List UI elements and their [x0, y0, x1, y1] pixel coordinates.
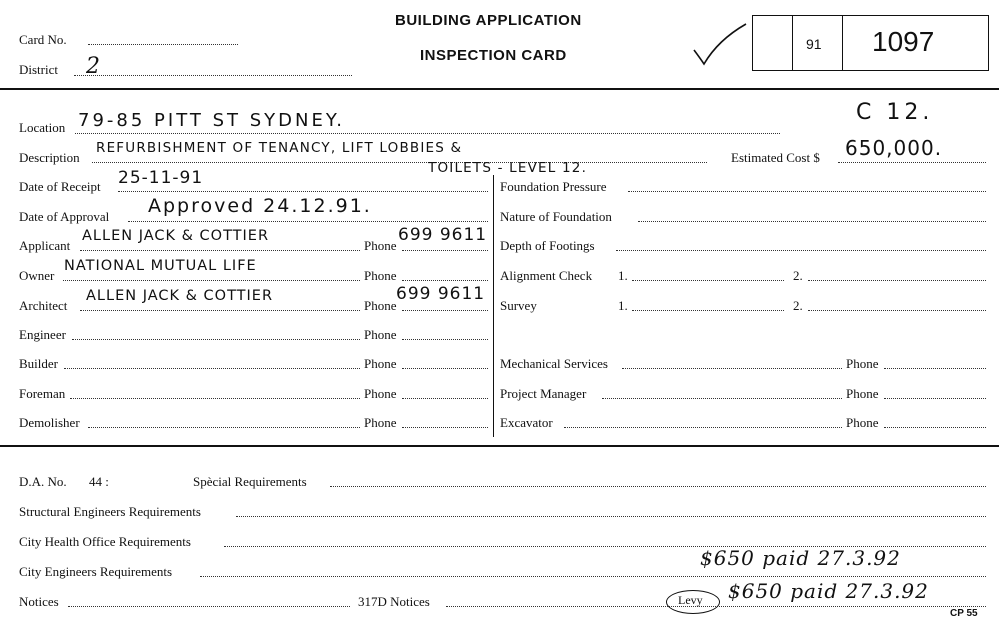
description-line-1: REFURBISHMENT OF TENANCY, LIFT LOBBIES &	[96, 140, 463, 156]
da-no-value: 44 :	[89, 474, 109, 489]
architect-label: Architect	[19, 298, 68, 313]
project-manager-phone-line[interactable]	[884, 398, 986, 399]
engineer-phone-line[interactable]	[402, 339, 488, 340]
alignment-1-line[interactable]	[632, 280, 784, 281]
architect-line[interactable]	[80, 310, 360, 311]
architect-phone-label: Phone	[364, 298, 397, 313]
builder-label: Builder	[19, 356, 58, 371]
special-requirements-line[interactable]	[330, 486, 986, 487]
alignment-2-line[interactable]	[808, 280, 986, 281]
builder-phone-line[interactable]	[402, 368, 488, 369]
applicant-phone-value: 699 9611	[398, 225, 488, 245]
foreman-label: Foreman	[19, 386, 66, 401]
depth-footings-label: Depth of Footings	[500, 238, 595, 253]
mechanical-line[interactable]	[622, 368, 842, 369]
demolisher-phone-label: Phone	[364, 415, 397, 430]
form-code: CP 55	[950, 608, 978, 619]
engineer-phone-label: Phone	[364, 327, 397, 342]
date-receipt-value: 25-11-91	[118, 168, 204, 188]
requirements-divider	[0, 445, 999, 447]
description-line[interactable]	[92, 162, 707, 163]
city-engineers-label: City Engineers Requirements	[19, 564, 173, 579]
description-line-2: TOILETS - LEVEL 12.	[428, 160, 588, 176]
owner-value: NATIONAL MUTUAL LIFE	[64, 258, 257, 274]
project-manager-line[interactable]	[602, 398, 842, 399]
description-label: Description	[19, 150, 80, 165]
survey-1-label: 1.	[618, 298, 628, 313]
alignment-2-label: 2.	[793, 268, 803, 283]
notices-line[interactable]	[68, 606, 350, 607]
architect-phone-value: 699 9611	[396, 284, 486, 304]
survey-2-line[interactable]	[808, 310, 986, 311]
alignment-1-label: 1.	[618, 268, 628, 283]
foreman-phone-line[interactable]	[402, 398, 488, 399]
owner-line[interactable]	[63, 280, 360, 281]
location-value: 79-85 PITT ST SYDNEY.	[78, 110, 345, 131]
location-label: Location	[19, 120, 66, 135]
alignment-check-label: Alignment Check	[500, 268, 593, 283]
levy-label: Levy	[678, 593, 703, 607]
district-label: District	[19, 62, 58, 77]
excavator-phone-line[interactable]	[884, 427, 986, 428]
header-divider	[0, 88, 999, 90]
architect-phone-line[interactable]	[402, 310, 488, 311]
foreman-phone-label: Phone	[364, 386, 397, 401]
card-no-line[interactable]	[88, 44, 238, 45]
applicant-phone-label: Phone	[364, 238, 397, 253]
title-line-2: INSPECTION CARD	[420, 47, 567, 64]
engineer-label: Engineer	[19, 327, 66, 342]
owner-phone-label: Phone	[364, 268, 397, 283]
location-code: C 12.	[856, 100, 934, 125]
foundation-pressure-line[interactable]	[628, 191, 986, 192]
nature-foundation-line[interactable]	[638, 221, 986, 222]
mechanical-phone-line[interactable]	[884, 368, 986, 369]
estimated-cost-line[interactable]	[838, 162, 986, 163]
prefix-number: 91	[806, 36, 822, 52]
notices-label: Notices	[19, 594, 59, 609]
mechanical-label: Mechanical Services	[500, 356, 608, 371]
demolisher-label: Demolisher	[19, 415, 80, 430]
date-approval-value: Approved 24.12.91.	[148, 195, 372, 217]
structural-label: Structural Engineers Requirements	[19, 504, 201, 519]
demolisher-phone-line[interactable]	[402, 427, 488, 428]
date-receipt-label: Date of Receipt	[19, 179, 101, 194]
builder-phone-label: Phone	[364, 356, 397, 371]
foundation-pressure-label: Foundation Pressure	[500, 179, 607, 194]
depth-footings-line[interactable]	[616, 250, 986, 251]
levy-value: $650 paid 27.3.92	[728, 579, 929, 603]
location-line[interactable]	[75, 133, 780, 134]
special-requirements-label: Spècial Requirements	[193, 474, 307, 489]
owner-label: Owner	[19, 268, 55, 283]
structural-line[interactable]	[236, 516, 986, 517]
date-approval-label: Date of Approval	[19, 209, 110, 224]
architect-value: ALLEN JACK & COTTIER	[86, 288, 274, 304]
column-divider	[493, 175, 494, 437]
district-value: 2	[86, 54, 100, 79]
builder-line[interactable]	[64, 368, 360, 369]
applicant-value: ALLEN JACK & COTTIER	[82, 228, 270, 244]
date-receipt-line[interactable]	[118, 191, 488, 192]
survey-1-line[interactable]	[632, 310, 784, 311]
city-engineers-line[interactable]	[200, 576, 986, 577]
applicant-line[interactable]	[80, 250, 360, 251]
estimated-cost-value: 650,000.	[845, 136, 943, 160]
estimated-cost-label: Estimated Cost $	[731, 150, 820, 165]
excavator-label: Excavator	[500, 415, 553, 430]
demolisher-line[interactable]	[88, 427, 360, 428]
city-engineers-value: $650 paid 27.3.92	[700, 546, 901, 570]
card-number: 1097	[872, 26, 935, 57]
checkmark-icon	[690, 20, 750, 68]
card-number-box	[752, 15, 989, 71]
engineer-line[interactable]	[72, 339, 360, 340]
card-no-label: Card No.	[19, 32, 67, 47]
title-line-1: BUILDING APPLICATION	[395, 12, 582, 29]
health-label: City Health Office Requirements	[19, 534, 191, 549]
excavator-line[interactable]	[564, 427, 842, 428]
mechanical-phone-label: Phone	[846, 356, 879, 371]
date-approval-line[interactable]	[128, 221, 488, 222]
applicant-label: Applicant	[19, 238, 71, 253]
survey-label: Survey	[500, 298, 537, 313]
notices-317d-label: 317D Notices	[358, 594, 430, 609]
excavator-phone-label: Phone	[846, 415, 879, 430]
nature-foundation-label: Nature of Foundation	[500, 209, 612, 224]
foreman-line[interactable]	[70, 398, 360, 399]
survey-2-label: 2.	[793, 298, 803, 313]
project-manager-label: Project Manager	[500, 386, 587, 401]
owner-phone-line[interactable]	[402, 280, 488, 281]
applicant-phone-line[interactable]	[402, 250, 488, 251]
district-line[interactable]	[74, 75, 352, 76]
project-manager-phone-label: Phone	[846, 386, 879, 401]
da-no-label: D.A. No.	[19, 474, 67, 489]
